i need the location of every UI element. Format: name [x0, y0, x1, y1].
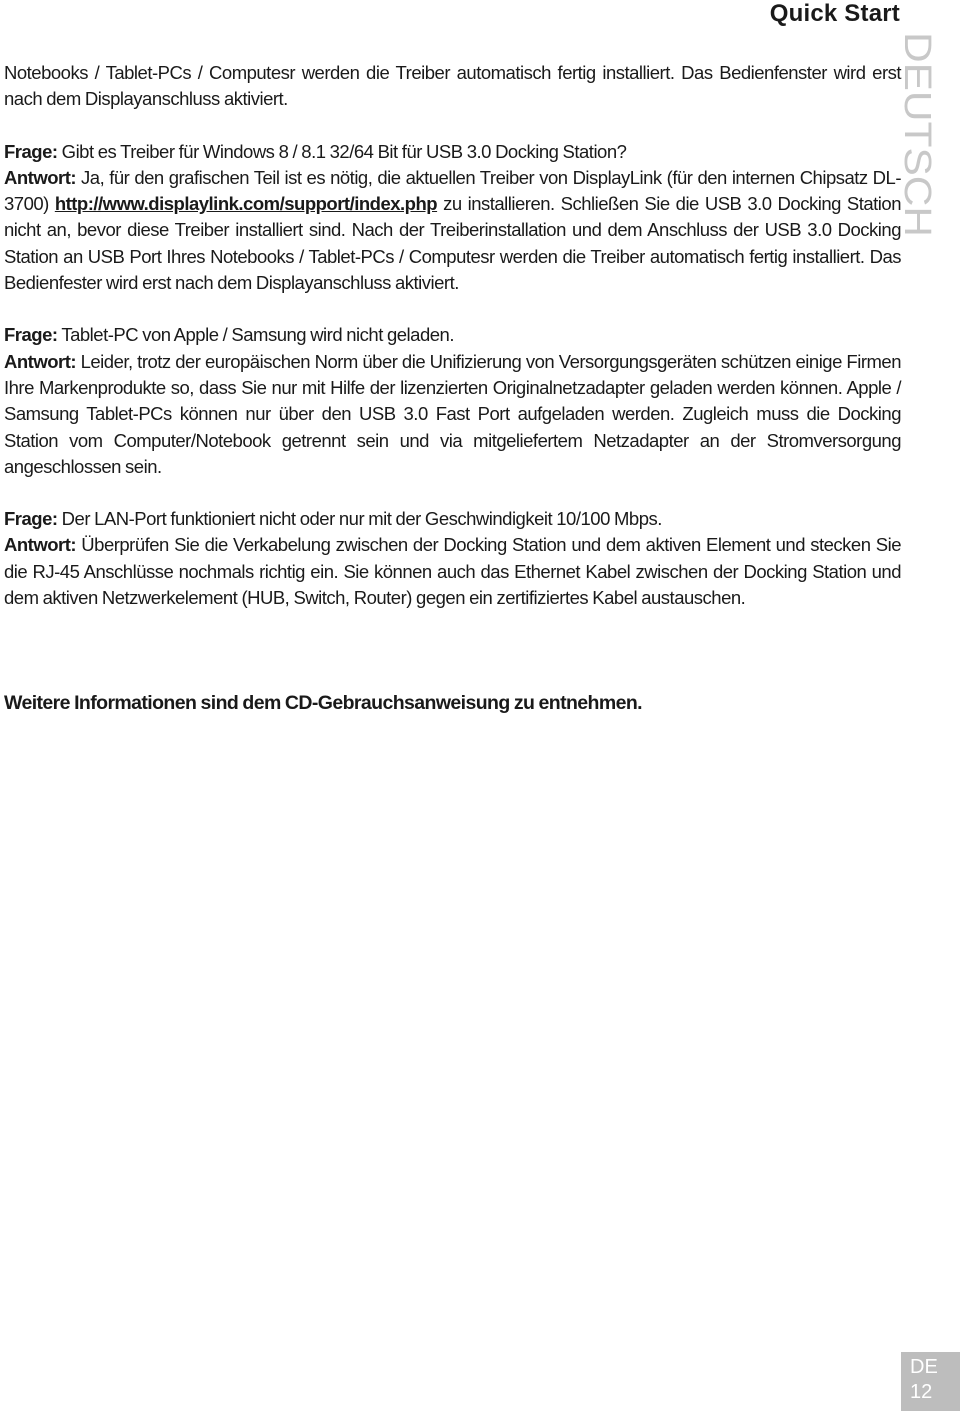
question-label: Frage:: [4, 324, 58, 346]
page-number: 12: [910, 1381, 933, 1403]
page-number-badge: [901, 1352, 960, 1411]
further-info-note: Weitere Informationen sind dem CD-Gebrauchsanweisung zu entnehmen.: [4, 692, 642, 714]
answer-text-continued: zu installieren. Schließen Sie die USB 3.0 Docking Station nicht an, bevor diese Treiber installiert sind. Nach der Treiberinstallation und dem Anschluss der USB 3.0 Docking Station an USB Port Ihres Notebooks / Tablet-PCs / Computesr werden die Treiber automatisch fertig installiert. Das Bedienfester wird erst nach dem Displayanschluss aktiviert.: [4, 193, 901, 294]
answer-paragraph: [4, 532, 901, 611]
answer-text: Leider, trotz der europäischen Norm über die Unifizierung von Versorgungsgeräten schützen einige Firmen Ihre Markenprodukte so, dass Sie nur mit Hilfe der lizenzierten Originalnetzadapter geladen werden können. Apple / Samsung Tablet-PCs können nur über den USB 3.0 Fast Port aufgeladen werden. Zugleich muss die Docking Station vom Computer/Notebook getrennt sein und via mitgeliefertem Netzadapter an der Stromversorgung angeschlossen sein.: [4, 350, 901, 477]
answer-label: Antwort:: [4, 166, 77, 188]
answer-paragraph: [4, 349, 901, 480]
language-side-label-graphic: [895, 32, 945, 242]
question-text: Der LAN-Port funktioniert nicht oder nur mit der Geschwindigkeit 10/100 Mbps.: [57, 508, 662, 530]
displaylink-support-link[interactable]: http://www.displaylink.com/support/index.php: [54, 193, 438, 215]
answer-label: Antwort:: [4, 534, 77, 556]
answer-text: Überprüfen Sie die Verkabelung zwischen der Docking Station und dem aktiven Element und stecken Sie die RJ-45 Anschlüsse nochmals richtig ein. Sie können auch das Ethernet Kabel zwischen der Docking Station und dem aktiven Netzwerkelement (HUB, Switch, Router) gegen ein zertifiziertes Kabel austauschen.: [4, 534, 901, 609]
page-title: Quick Start: [769, 0, 900, 27]
question-label: Frage:: [4, 508, 58, 530]
faq-item-drivers: [4, 139, 901, 297]
faq-item-lan-port: [4, 506, 901, 611]
document-body: [4, 60, 901, 637]
faq-item-tablet-charging: [4, 322, 901, 480]
answer-text: Ja, für den grafischen Teil ist es nötig, die aktuellen Treiber von DisplayLink (für den internen Chipsatz DL-3700): [4, 166, 901, 215]
question-label: Frage:: [4, 140, 58, 162]
question-paragraph: [4, 322, 901, 348]
language-side-label-text: DEUTSCH: [896, 32, 938, 216]
answer-paragraph: [4, 165, 901, 296]
question-text: Gibt es Treiber für Windows 8 / 8.1 32/64 Bit für USB 3.0 Docking Station?: [57, 140, 627, 162]
intro-paragraph: Notebooks / Tablet-PCs / Computesr werden die Treiber automatisch fertig installiert. Das Bedienfenster wird erst nach dem Displayanschluss aktiviert.: [4, 62, 901, 110]
answer-label: Antwort:: [4, 350, 77, 372]
language-side-label: [895, 32, 945, 242]
page-language-code: DE: [910, 1356, 938, 1378]
question-text: Tablet-PC von Apple / Samsung wird nicht geladen.: [57, 324, 454, 346]
question-paragraph: [4, 139, 901, 165]
question-paragraph: [4, 506, 901, 532]
